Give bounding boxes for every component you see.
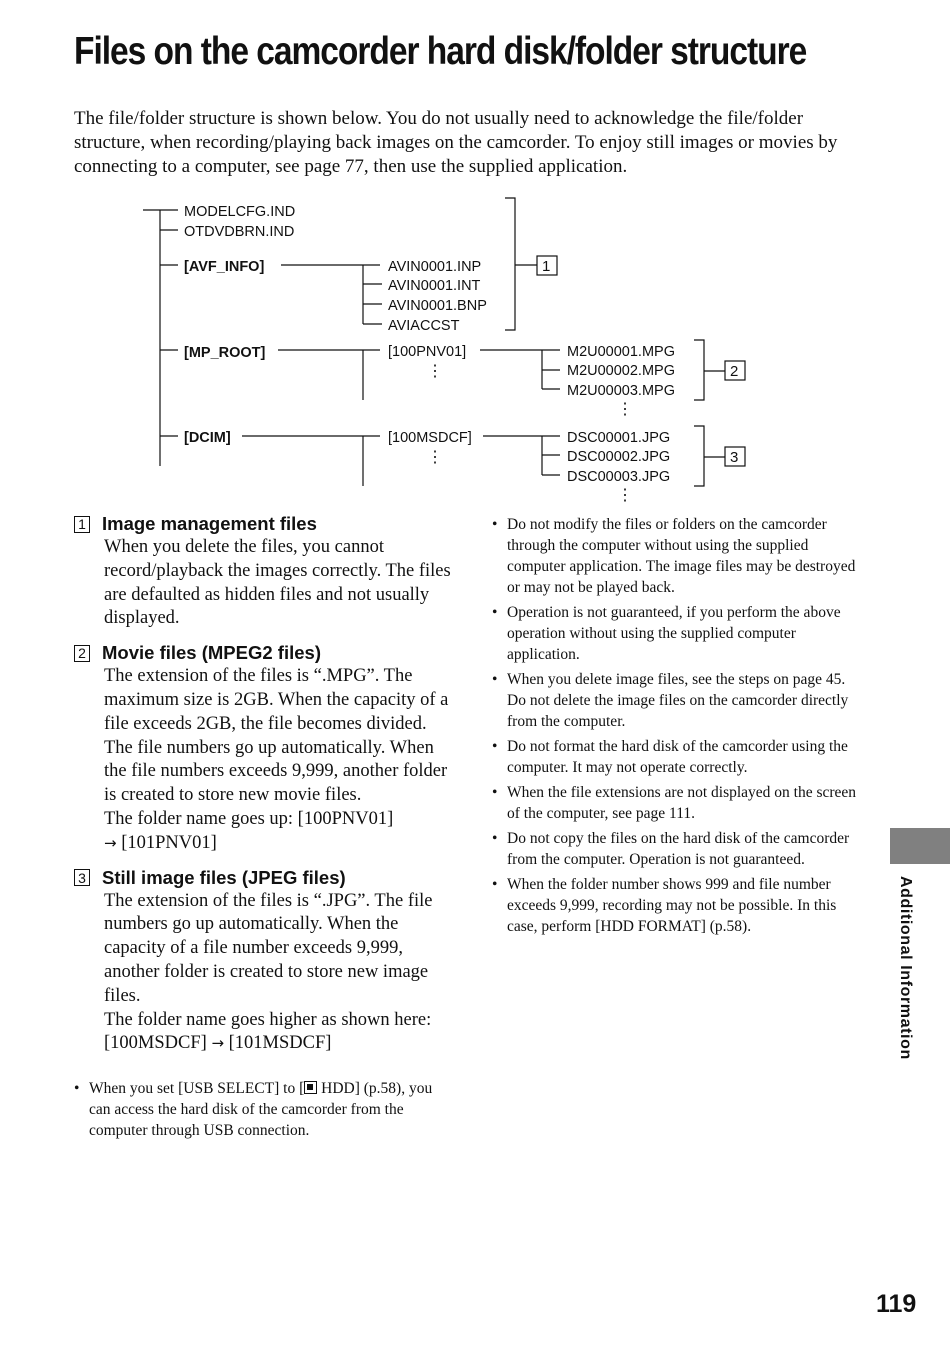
tree-file-avin-bnp: AVIN0001.BNP (388, 298, 487, 314)
caution-item: • Do not format the hard disk of the camcorder using the computer. It may not operate correctly. (492, 736, 864, 778)
tree-ellipsis: ⋮ (617, 401, 633, 418)
tree-folder-avf-info: [AVF_INFO] (184, 259, 265, 275)
tree-file-avin-int: AVIN0001.INT (388, 278, 481, 294)
item-paragraph: The file numbers go up automatically. When the file numbers exceeds 9,999, another folder is created to store new movie files. (104, 737, 448, 806)
tree-file-aviaccst: AVIACCST (388, 318, 460, 334)
item-body (104, 665, 454, 855)
marker-1: 1 (542, 258, 551, 275)
section-tab (890, 828, 950, 864)
tree-file-m2u00001: M2U00001.MPG (567, 344, 675, 360)
marker-3: 3 (730, 449, 739, 466)
cautions-list (492, 514, 864, 941)
usb-note-list (74, 1078, 454, 1141)
folder-rename-line: The folder name goes higher as shown here: [100MSDCF] → [101MSDCF] (104, 1009, 432, 1054)
caution-item: • Do not copy the files on the hard disk of the camcorder from the computer. Operation is not guaranteed. (492, 828, 864, 870)
tree-file-m2u00002: M2U00002.MPG (567, 363, 675, 379)
tree-ellipsis: ⋮ (617, 487, 633, 504)
item-heading (74, 866, 454, 890)
section-label: Additional Information (897, 876, 914, 1060)
tree-file-otdvdbrn: OTDVDBRN.IND (184, 224, 295, 240)
item-title: Still image files (JPEG files) (102, 866, 346, 888)
tree-ellipsis: ⋮ (427, 363, 443, 380)
right-arrow-icon: → (211, 1034, 225, 1053)
number-badge: 2 (74, 645, 90, 662)
tree-file-m2u00003: M2U00003.MPG (567, 383, 675, 399)
item-heading (74, 512, 454, 536)
folder-structure-diagram (0, 190, 950, 510)
caution-item: • Operation is not guaranteed, if you perform the above operation without using the supplied computer application. (492, 602, 864, 665)
item-paragraph: When you delete the files, you cannot record/playback the images correctly. The files are defaulted as hidden files and not usually displayed. (104, 537, 451, 629)
item-paragraph: The extension of the files is “.MPG”. The maximum size is 2GB. When the capacity of a file exceeds 2GB, the file becomes divided. (104, 666, 449, 734)
left-column (74, 512, 454, 1145)
tree-folder-100msdcf: [100MSDCF] (388, 430, 472, 446)
tree-folder-100pnv01: [100PNV01] (388, 344, 467, 360)
tree-file-dsc00001: DSC00001.JPG (567, 430, 671, 446)
page-number: 119 (876, 1290, 917, 1318)
marker-2: 2 (730, 363, 739, 380)
item-title: Image management files (102, 513, 317, 534)
hdd-camera-icon (304, 1081, 317, 1094)
item-paragraph: The extension of the files is “.JPG”. The file numbers go up automatically. When the capacity of a file number exceeds 9,999, another folder is created to store new image files. (104, 890, 433, 1006)
number-badge: 1 (74, 516, 90, 533)
item-title: Movie files (MPEG2 files) (102, 642, 321, 664)
right-arrow-icon: → (104, 833, 117, 852)
item-heading (74, 641, 454, 665)
tree-file-dsc00003: DSC00003.JPG (567, 469, 671, 485)
page-title: Files on the camcorder hard disk/folder structure (74, 30, 807, 73)
item-still-image-files (74, 866, 454, 1057)
tree-file-modelcfg: MODELCFG.IND (184, 204, 296, 220)
item-movie-files (74, 641, 454, 855)
caution-item: • When you delete image files, see the steps on page 45. Do not delete the image files on the camcorder directly from the computer. (492, 669, 864, 732)
tree-file-dsc00002: DSC00002.JPG (567, 449, 671, 465)
number-badge: 3 (74, 869, 90, 886)
caution-item: • Do not modify the files or folders on the camcorder through the computer without using the supplied computer application. The image files may be destroyed or may not be played back. (492, 514, 864, 598)
caution-item: • When the file extensions are not displayed on the screen of the computer, see page 111. (492, 782, 864, 824)
item-body (104, 890, 454, 1057)
usb-note: • When you set [USB SELECT] to [ HDD] (p.58), you can access the hard disk of the camcorder from the computer through USB connection. (74, 1078, 454, 1141)
caution-item: • When the folder number shows 999 and file number exceeds 9,999, recording may not be possible. In this case, perform [HDD FORMAT] (p.58). (492, 874, 864, 937)
tree-folder-dcim: [DCIM] (184, 430, 231, 446)
tree-ellipsis: ⋮ (427, 449, 443, 466)
item-image-management (74, 512, 454, 631)
tree-file-avin-inp: AVIN0001.INP (388, 259, 482, 275)
intro-paragraph: The file/folder structure is shown below. You do not usually need to acknowledge the file/folder structure, when recording/playing back images on the camcorder. To enjoy still images or movies by connecting to a computer, see page 77, then use the supplied application. (74, 108, 838, 177)
folder-rename-line: The folder name goes up: [100PNV01] → [101PNV01] (104, 808, 394, 853)
tree-folder-mp-root: [MP_ROOT] (184, 345, 266, 361)
item-body (104, 536, 454, 631)
